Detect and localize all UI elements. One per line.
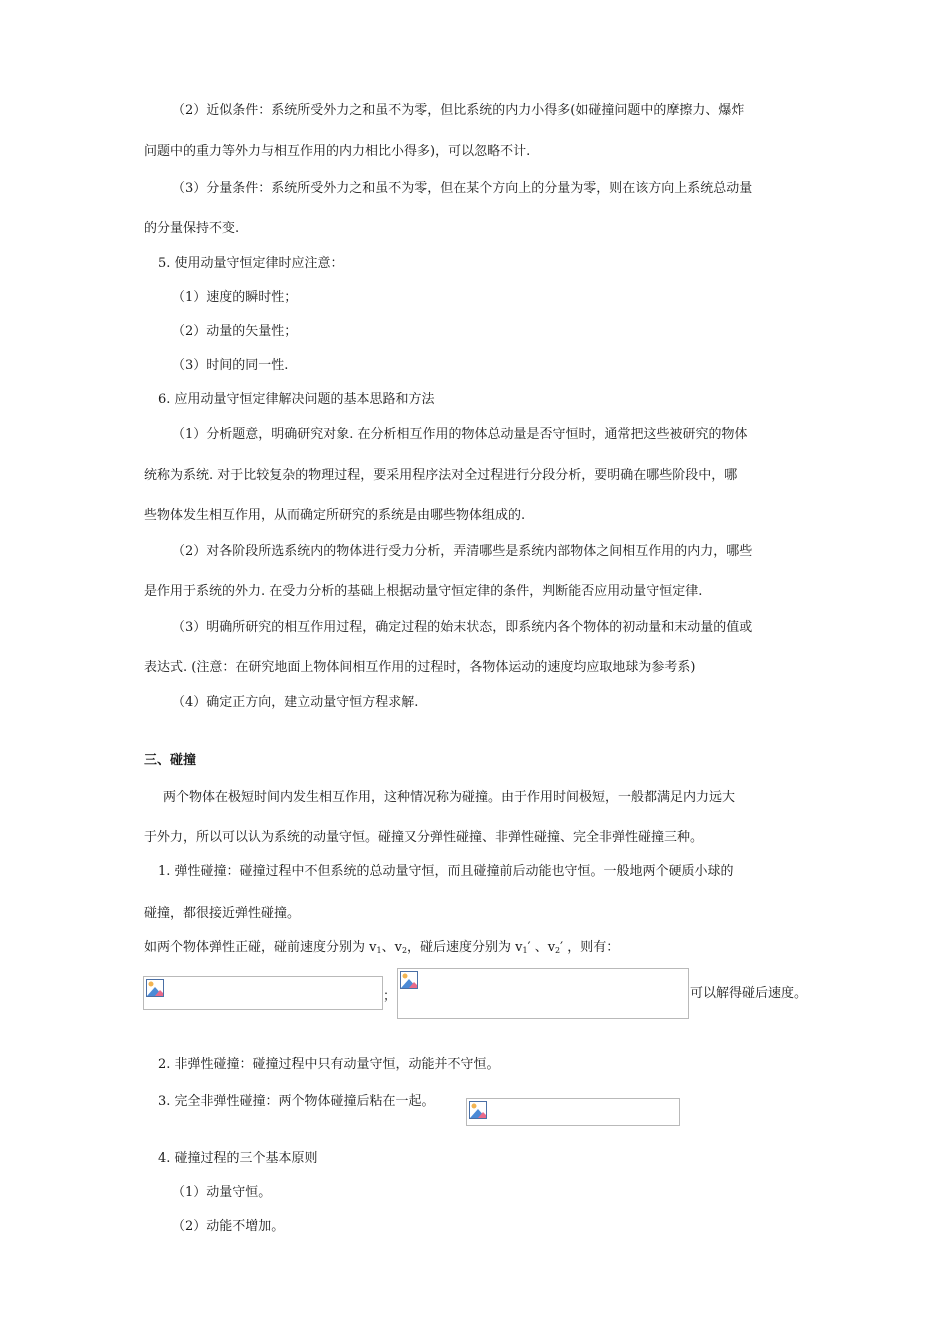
list-item: 2. 非弹性碰撞：碰撞过程中只有动量守恒，动能并不守恒。 <box>158 1057 500 1072</box>
text-fragment: ′ ，则有： <box>560 940 620 955</box>
text-line: 于外力，所以可以认为系统的动量守恒。碰撞又分弹性碰撞、非弹性碰撞、完全非弹性碰撞三种。 <box>144 830 704 845</box>
text-line: （3）分量条件：系统所受外力之和虽不为零，但在某个方向上的分量为零，则在该方向上系统总动量 <box>172 181 753 196</box>
list-item: 1. 弹性碰撞：碰撞过程中不但系统的总动量守恒，而且碰撞前后动能也守恒。一般地两个硬质小球的 <box>158 864 734 879</box>
text-line: 统称为系统. 对于比较复杂的物理过程，要采用程序法对全过程进行分段分析，要明确在哪些阶段中，哪 <box>144 468 738 483</box>
text-fragment: 、v <box>381 940 402 955</box>
subscript: 2 <box>555 946 561 955</box>
text-line-velocities <box>144 939 619 960</box>
text-fragment: 如两个物体弹性正碰，碰前速度分别为 v <box>144 940 377 955</box>
section-heading: 三、碰撞 <box>144 753 197 768</box>
text-line: （2）对各阶段所选系统内的物体进行受力分析，弄清哪些是系统内部物体之间相互作用的内力，哪些 <box>172 544 753 559</box>
text-fragment: ，碰后速度分别为 v <box>407 940 523 955</box>
text-line: （2）近似条件：系统所受外力之和虽不为零，但比系统的内力小得多(如碰撞问题中的摩擦力、爆炸 <box>172 103 745 118</box>
list-item: （1）动量守恒。 <box>172 1185 272 1200</box>
subscript: 1 <box>522 946 528 955</box>
text-line: 两个物体在极短时间内发生相互作用，这种情况称为碰撞。由于作用时间极短，一般都满足内力远大 <box>163 790 736 805</box>
broken-image-icon <box>400 971 418 989</box>
list-item: （2）动能不增加。 <box>172 1219 285 1234</box>
broken-image-icon <box>146 979 164 997</box>
text-line: （3）明确所研究的相互作用过程，确定过程的始末状态，即系统内各个物体的初动量和末动量的值或 <box>172 620 753 635</box>
momentum-equation-image <box>143 976 383 1010</box>
list-item: 5. 使用动量守恒定律时应注意： <box>158 256 344 271</box>
text-line: 表达式. (注意：在研究地面上物体间相互作用的过程时，各物体运动的速度均应取地球为参考系) <box>144 660 696 675</box>
text-line: 问题中的重力等外力与相互作用的内力相比小得多)，可以忽略不计. <box>144 144 531 159</box>
list-item: （4）确定正方向，建立动量守恒方程求解. <box>172 695 419 710</box>
text-line: 些物体发生相互作用，从而确定所研究的系统是由哪些物体组成的. <box>144 508 526 523</box>
list-item: （2）动量的矢量性； <box>172 324 298 339</box>
text-fragment: ′ 、v <box>527 940 556 955</box>
inelastic-equation-image <box>466 1098 680 1126</box>
list-item: （1）速度的瞬时性； <box>172 290 298 305</box>
text-line: （1）分析题意，明确研究对象. 在分析相互作用的物体总动量是否守恒时，通常把这些被研究的物体 <box>172 427 748 442</box>
text-line: 可以解得碰后速度。 <box>690 986 808 1001</box>
subscript: 1 <box>376 946 382 955</box>
text-line: 的分量保持不变. <box>144 221 240 236</box>
list-item: 3. 完全非弹性碰撞：两个物体碰撞后粘在一起。 <box>158 1094 435 1109</box>
text-line: 是作用于系统的外力. 在受力分析的基础上根据动量守恒定律的条件，判断能否应用动量守恒定律. <box>144 584 703 599</box>
energy-equation-image <box>397 968 689 1019</box>
list-item: 4. 碰撞过程的三个基本原则 <box>158 1151 318 1166</box>
broken-image-icon <box>469 1101 487 1119</box>
list-item: 6. 应用动量守恒定律解决问题的基本思路和方法 <box>158 392 435 407</box>
subscript: 2 <box>401 946 408 955</box>
text-line: 碰撞，都很接近弹性碰撞。 <box>144 906 301 921</box>
list-item: （3）时间的同一性. <box>172 358 289 373</box>
semicolon: ； <box>383 989 397 1004</box>
